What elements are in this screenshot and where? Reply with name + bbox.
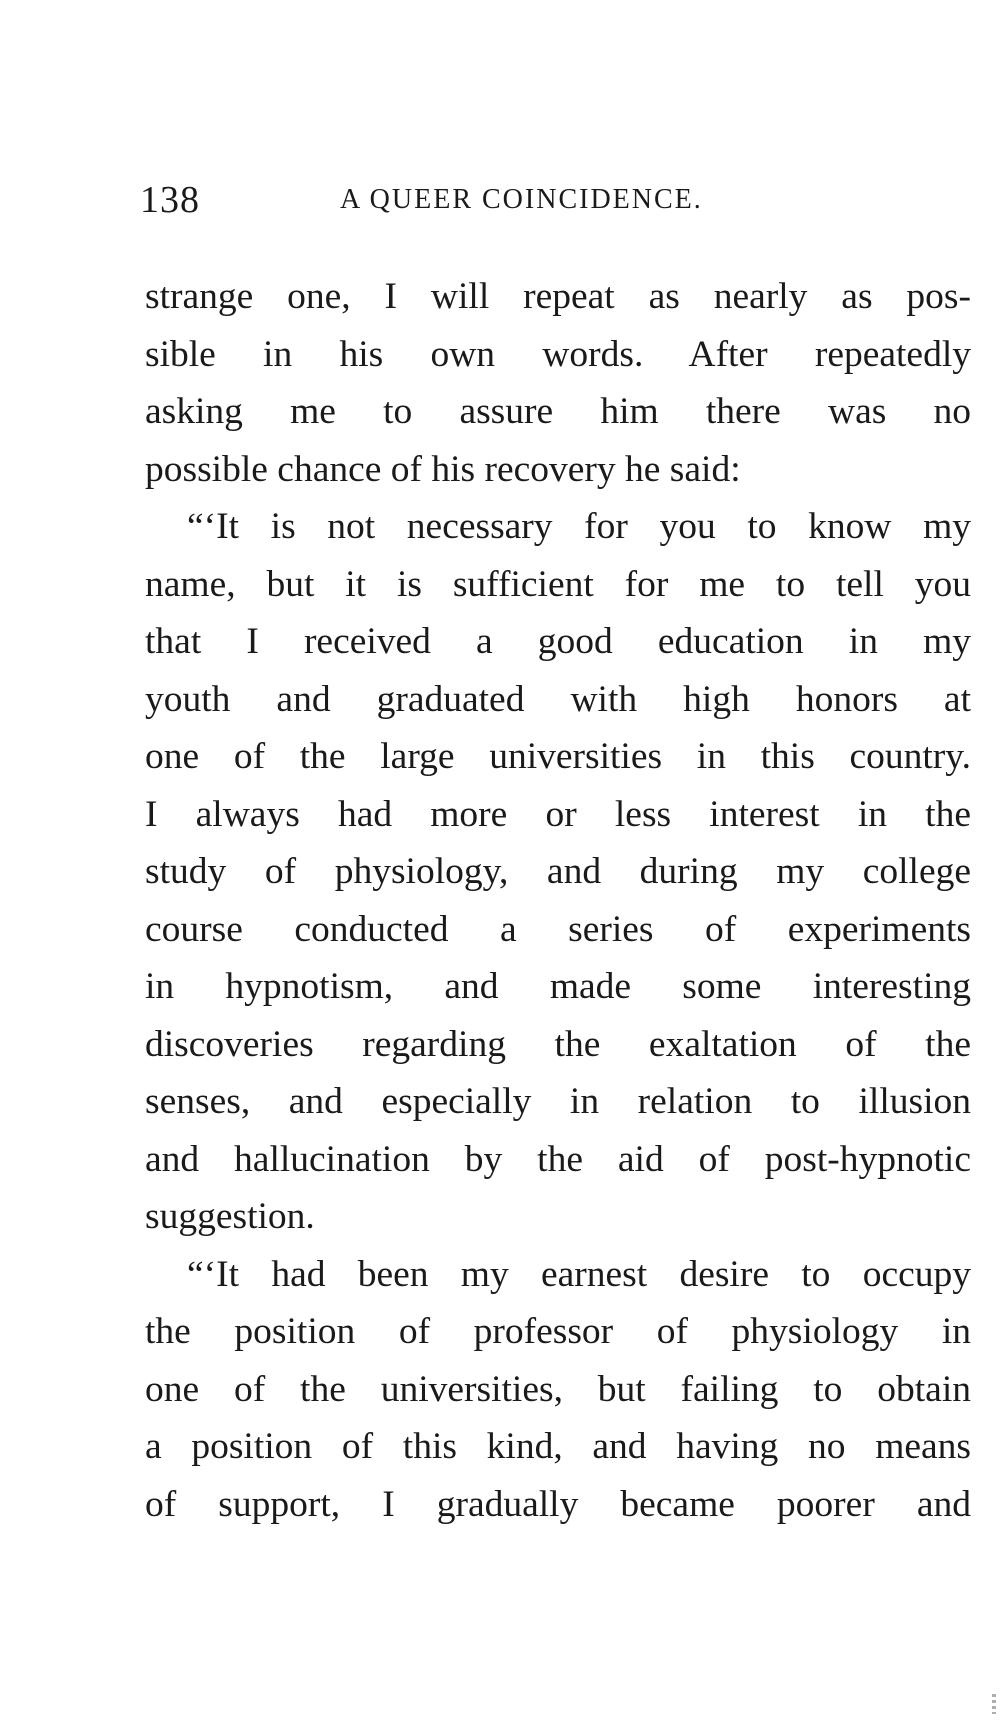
running-title: A QUEER COINCIDENCE.: [340, 184, 703, 215]
text-line: the position of professor of physiology in: [145, 1311, 971, 1352]
text-line: one of the universities, but failing to obtain: [145, 1368, 971, 1410]
text-line: that I received a good education in my: [145, 621, 971, 662]
text-line: one of the large universities in this country.: [145, 736, 971, 777]
text-line: study of physiology, and during my college: [145, 851, 971, 892]
text-line: course conducted a series of experiments: [145, 908, 971, 950]
text-line: suggestion.: [145, 1196, 315, 1237]
text-line: possible chance of his recovery he said:: [145, 448, 741, 490]
text-line: I always had more or less interest in the: [145, 793, 971, 835]
page-number: 138: [140, 179, 200, 221]
running-head: [140, 178, 970, 228]
text-line: a position of this kind, and having no means: [145, 1426, 971, 1467]
scan-artifact: [992, 1694, 996, 1714]
text-line: asking me to assure him there was no: [145, 391, 971, 432]
body-text: [145, 268, 971, 1533]
text-line: of support, I gradually became poorer and: [145, 1483, 971, 1525]
text-line: “‘It is not necessary for you to know my: [187, 506, 971, 547]
text-line: in hypnotism, and made some interesting: [145, 966, 971, 1007]
text-line: name, but it is sufficient for me to tell you: [145, 563, 971, 605]
text-line: “‘It had been my earnest desire to occupy: [187, 1253, 971, 1295]
text-line: senses, and especially in relation to illusion: [145, 1081, 971, 1122]
text-line: youth and graduated with high honors at: [145, 678, 971, 720]
text-line: sible in his own words. After repeatedly: [145, 333, 971, 375]
text-line: discoveries regarding the exaltation of the: [145, 1023, 971, 1065]
text-line: strange one, I will repeat as nearly as pos-: [145, 276, 971, 317]
text-line: and hallucination by the aid of post-hypnotic: [145, 1138, 971, 1180]
